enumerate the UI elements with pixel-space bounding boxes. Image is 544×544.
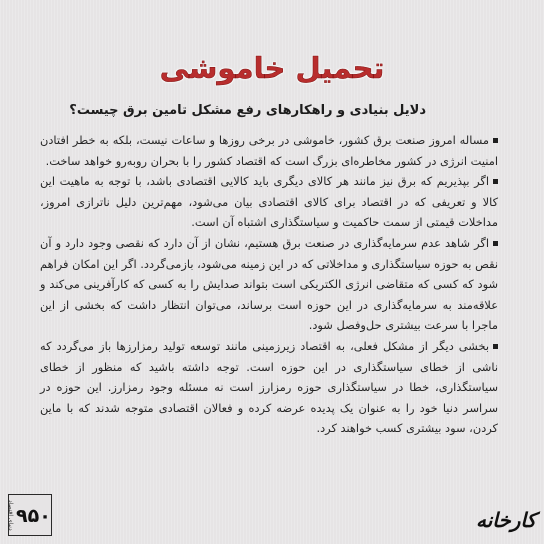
article-body [40, 130, 498, 439]
paragraph-text: مساله امروز صنعت برق کشور، خاموشی در برخی روزها و ساعات نیست، بلکه به خطر افتادن امنیت انرژی در کشور مخاطره‌ای بزرگ است که اقتصاد کشور را با بحران روبه‌رو خواهد ساخت. [40, 133, 498, 168]
page-title: تحمیل خاموشی [159, 51, 385, 85]
bullet-icon [493, 138, 498, 143]
bullet-icon [493, 344, 498, 349]
paragraph-2 [40, 171, 498, 233]
paragraph-3 [40, 233, 498, 336]
paragraph-1 [40, 130, 498, 171]
page-subtitle: دلایل بنیادی و راهکارهای رفع مشکل تامین برق چیست؟ [69, 103, 426, 118]
bullet-icon [493, 179, 498, 184]
paragraph-text: بخشی دیگر از مشکل فعلی، به اقتصاد زیرزمینی مانند توسعه تولید رمزارزها باز می‌گردد که ناشی از خطای سیاستگذاری در این حوزه است. توجه داشته باشید که منظور از خطای سیاستگذاری، خطا در سیاستگذاری حوزه رمزارز است نه مسئله وجود رمزارز. این حوزه در سراسر دنیا خود را به عنوان یک پدیده عرضه کرده و فعالان اقتصادی متوجه شدند که با ماین کردن، سود بیشتری کسب خواهند کرد. [40, 338, 498, 436]
paragraph-text: اگر بپذیریم که برق نیز مانند هر کالای دیگری باید کالایی اقتصادی باشد، با توجه به ماهیت این کالا و تعریفی که در اقتصاد برای کالای اقتصادی بیان می‌شود، مهم‌ترین دلیل ناترازی امروز، مداخلات قیمتی از سمت حاکمیت و سیاستگذاری اشتباه آن است. [40, 174, 498, 230]
publisher-logo: ۹۵۰ [16, 505, 51, 527]
brand-logo: کارخانه [475, 508, 536, 532]
bullet-icon [493, 241, 498, 246]
publisher-logo-side-text: دنیای اقتصاد [7, 500, 14, 531]
paragraph-text: اگر شاهد عدم سرمایه‌گذاری در صنعت برق هستیم، نشان از آن دارد که نقصی وجود دارد و آن نقص به حوزه سیاستگذاری و مداخلاتی که در این زمینه می‌شود، بازمی‌گردد. اگر این امکان فراهم شود که کسی که متقاضی انرژی الکتریکی است بتواند صدایش را به کسی که کارآفرینی می‌کند و علاقه‌مند به سرمایه‌گذاری در این حوزه است برساند، می‌توان انتظار داشت که بخشی از این ماجرا با سرعت بیشتری حل‌وفصل شود. [40, 235, 498, 333]
paragraph-4 [40, 336, 498, 439]
